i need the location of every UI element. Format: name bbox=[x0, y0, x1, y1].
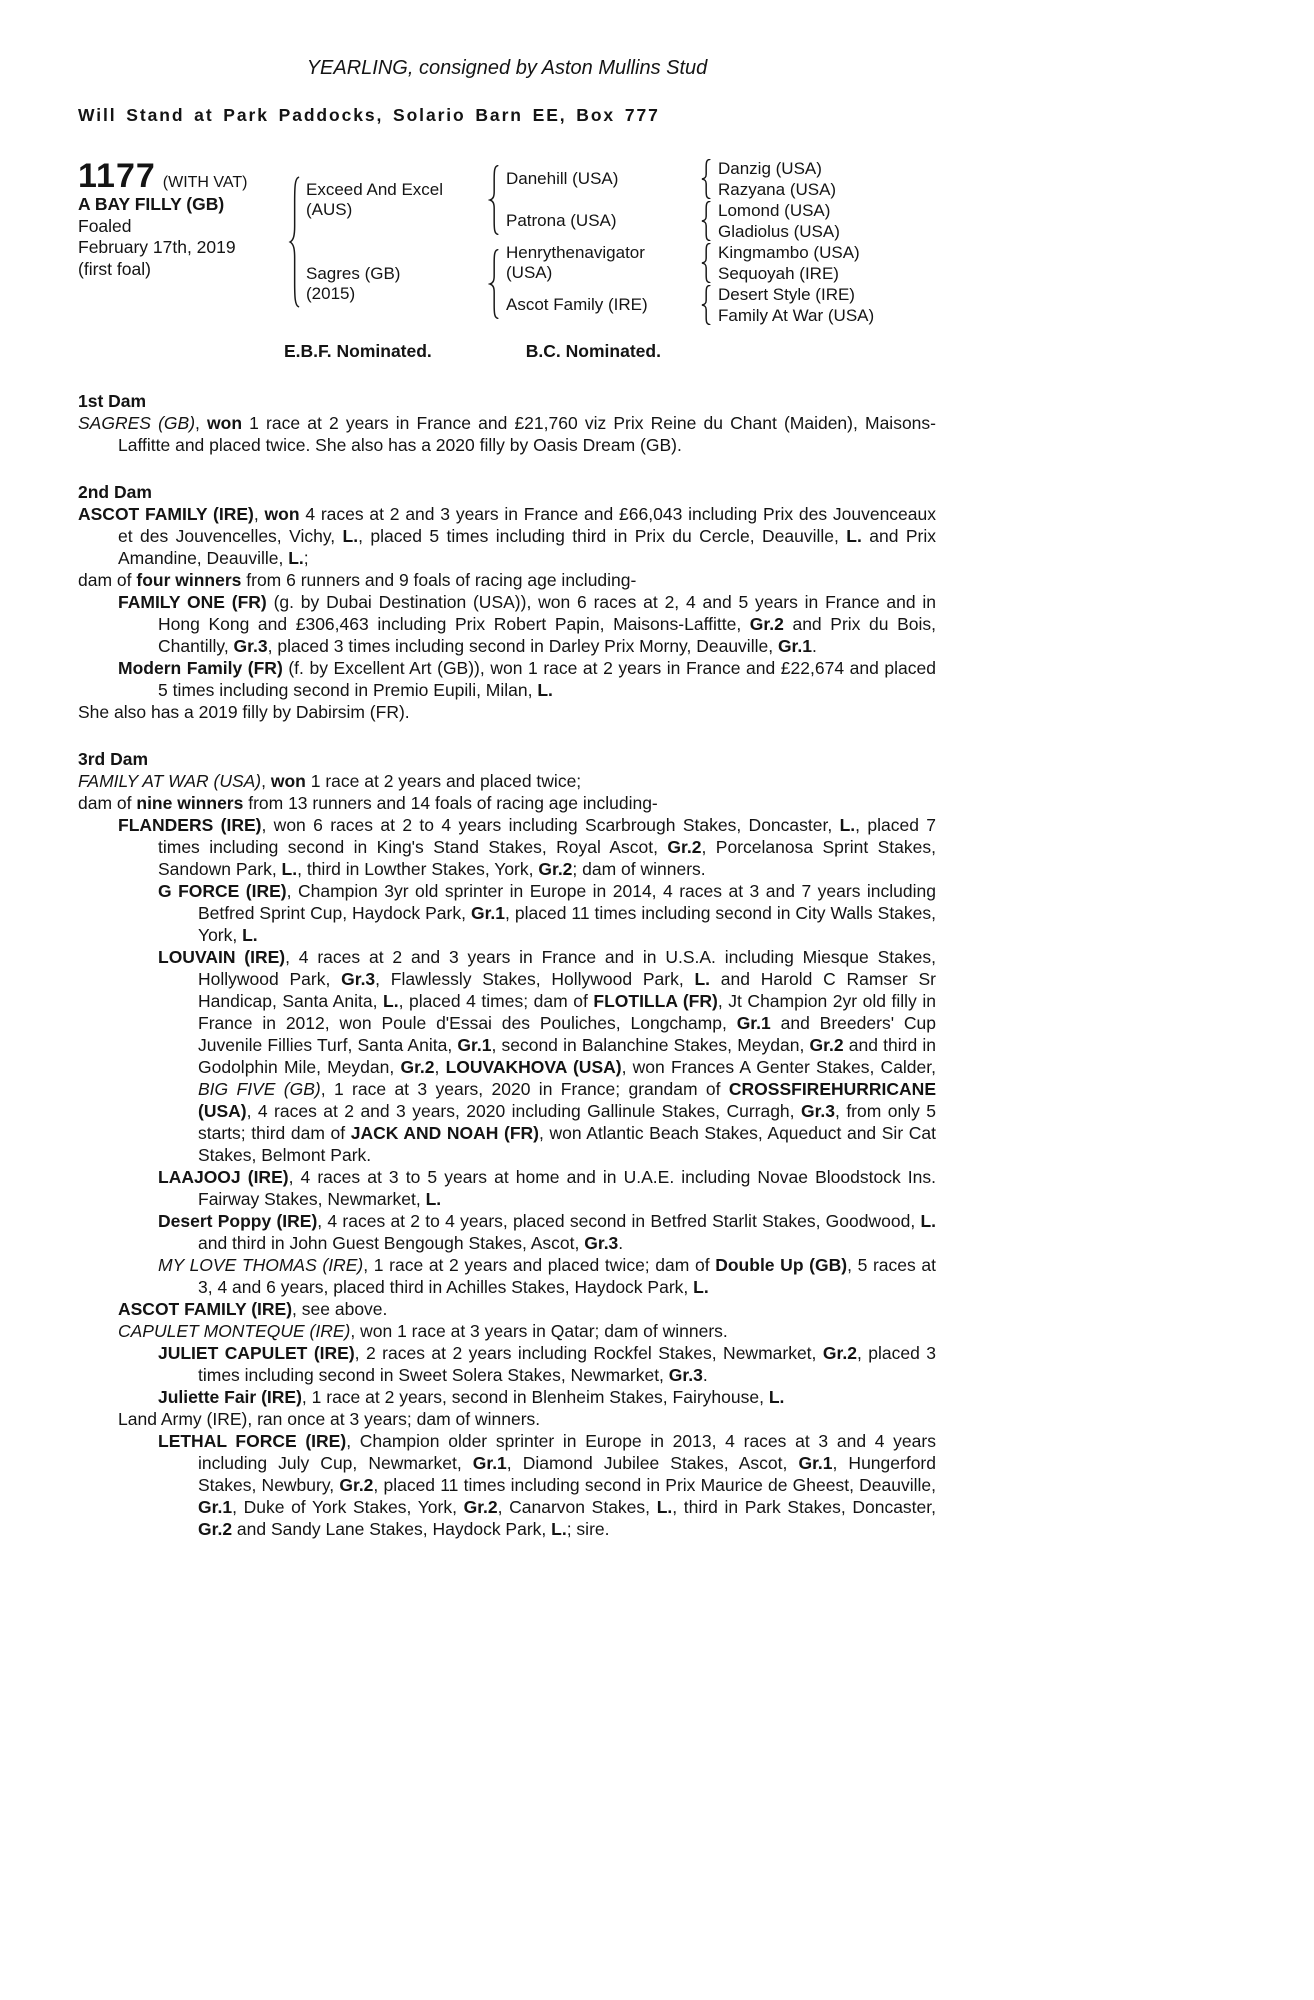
pedigree-brace-main bbox=[284, 158, 306, 326]
text-segment: Double Up (GB) bbox=[715, 1255, 848, 1275]
nomination-ebf: E.B.F. Nominated. bbox=[284, 341, 432, 361]
text-segment: , 2 races at 2 years including Rockfel Stakes, Newmarket, bbox=[354, 1343, 823, 1363]
text-segment: , Flawlessly Stakes, Hollywood Park, bbox=[375, 969, 695, 989]
text-segment: Gr.1 bbox=[472, 1453, 507, 1473]
nomination-bc: B.C. Nominated. bbox=[525, 341, 661, 361]
pedigree-grid bbox=[306, 158, 918, 326]
nominations-line bbox=[78, 340, 936, 362]
text-segment: L. bbox=[693, 1277, 709, 1297]
lot-vat-note: (WITH VAT) bbox=[162, 174, 248, 191]
text-segment: , third in Park Stakes, Doncaster, bbox=[672, 1497, 936, 1517]
pedigree-paragraph bbox=[78, 657, 936, 701]
text-segment: and Prix Amandine, Deauville, bbox=[118, 526, 936, 568]
text-segment: , Champion 3yr old sprinter in Europe in 2014, 4 races at 3 and 7 years including Betfred Sprint Cup, Haydock Park, bbox=[198, 881, 936, 923]
text-segment: Gr.1 bbox=[457, 1035, 492, 1055]
gen3-name-sire-dam: Patrona (USA) bbox=[506, 211, 617, 230]
text-segment: L. bbox=[342, 526, 359, 546]
text-segment: She also has a 2019 filly by Dabirsim (FR). bbox=[78, 702, 410, 722]
gen4-name: Danzig (USA) bbox=[718, 158, 822, 178]
text-segment: from 6 runners and 9 foals of racing age including- bbox=[241, 570, 637, 590]
text-segment: , placed 7 times including second in King's Stand Stakes, Royal Ascot, bbox=[158, 815, 937, 857]
text-segment: ASCOT FAMILY (IRE) bbox=[78, 504, 254, 524]
dam-sections bbox=[78, 390, 936, 1540]
text-segment: Gr.2 bbox=[822, 1343, 857, 1363]
section-heading: 3rd Dam bbox=[78, 749, 149, 769]
text-segment: L. bbox=[537, 680, 553, 700]
text-segment: , placed 5 times including third in Prix du Cercle, Deauville, bbox=[358, 526, 847, 546]
lot-number: 1177 bbox=[78, 157, 156, 195]
pedigree-paragraph bbox=[78, 946, 936, 1166]
text-segment: , Diamond Jubilee Stakes, Ascot, bbox=[506, 1453, 799, 1473]
section-heading: 2nd Dam bbox=[78, 482, 152, 502]
pedigree-paragraph bbox=[78, 1298, 936, 1320]
pedigree-brace-dam bbox=[482, 242, 506, 326]
text-segment: , placed 11 times including second in Prix Maurice de Gheest, Deauville, bbox=[373, 1475, 936, 1495]
pedigree-paragraph bbox=[78, 591, 936, 657]
dam-section bbox=[78, 390, 936, 456]
text-segment: , Hungerford Stakes, Newbury, bbox=[198, 1453, 936, 1495]
lot-foaled-label: Foaled bbox=[78, 215, 132, 236]
text-segment: , won Frances A Genter Stakes, Calder, bbox=[621, 1057, 937, 1077]
text-segment: , 1 race at 2 years, second in Blenheim Stakes, Fairyhouse, bbox=[301, 1387, 769, 1407]
dam-name: Sagres (GB) (2015) bbox=[306, 264, 401, 303]
pedigree-paragraph bbox=[78, 1342, 936, 1386]
pedigree-paragraph bbox=[78, 701, 936, 723]
text-segment: L. bbox=[281, 859, 298, 879]
text-segment: (g. by Dubai Destination (USA)), won 6 races at 2, 4 and 5 years in France and in Hong Kong and £306,463 including Prix Robert Papin, Maisons-Laffitte, bbox=[158, 592, 936, 634]
pedigree-paragraph bbox=[78, 792, 936, 814]
gen4-name: Gladiolus (USA) bbox=[718, 221, 840, 241]
text-segment: Gr.3 bbox=[800, 1101, 836, 1121]
pedigree-paragraph bbox=[78, 1386, 936, 1408]
text-segment: , Canarvon Stakes, bbox=[497, 1497, 657, 1517]
text-segment: Land Army (IRE), ran once at 3 years; dam of winners. bbox=[118, 1409, 541, 1429]
text-segment: . bbox=[812, 636, 817, 656]
pedigree-paragraph bbox=[78, 880, 936, 946]
gen4-name: Razyana (USA) bbox=[718, 179, 837, 199]
text-segment: , placed 3 times including second in Darley Prix Morny, Deauville, bbox=[267, 636, 778, 656]
text-segment: Gr.1 bbox=[736, 1013, 771, 1033]
pedigree-paragraph bbox=[78, 1408, 936, 1430]
text-segment: Juliette Fair (IRE) bbox=[158, 1387, 302, 1407]
pedigree-paragraph bbox=[78, 412, 936, 456]
text-segment: CROSSFIREHURRICANE (USA) bbox=[198, 1079, 936, 1121]
text-segment: LAAJOOJ (IRE) bbox=[158, 1167, 289, 1187]
text-segment: , placed 3 times including second in Sweet Solera Stakes, Newmarket, bbox=[198, 1343, 937, 1385]
text-segment: Gr.2 bbox=[339, 1475, 374, 1495]
pedigree-paragraph bbox=[78, 1320, 936, 1342]
text-segment: Gr.3 bbox=[233, 636, 268, 656]
sire-name: Exceed And Excel (AUS) bbox=[306, 180, 444, 219]
lot-details bbox=[78, 158, 284, 326]
text-segment: , 4 races at 2 and 3 years, 2020 including Gallinule Stakes, Curragh, bbox=[246, 1101, 801, 1121]
text-segment: won bbox=[207, 413, 243, 433]
pedigree-brace-g4-1 bbox=[694, 158, 718, 200]
text-segment: Gr.2 bbox=[463, 1497, 498, 1517]
text-segment: , won Atlantic Beach Stakes, Aqueduct and Sir Cat Stakes, Belmont Park. bbox=[198, 1123, 936, 1165]
text-segment: L. bbox=[242, 925, 258, 945]
text-segment: Gr.2 bbox=[809, 1035, 844, 1055]
text-segment: LOUVAIN (IRE) bbox=[158, 947, 286, 967]
pedigree-paragraph bbox=[78, 1166, 936, 1210]
text-segment: FAMILY AT WAR (USA) bbox=[78, 771, 262, 791]
text-segment: L. bbox=[383, 991, 399, 1011]
text-segment: Modern Family (FR) bbox=[118, 658, 283, 678]
text-segment: Gr.3 bbox=[341, 969, 376, 989]
text-segment: Gr.2 bbox=[538, 859, 573, 879]
text-segment: Gr.3 bbox=[584, 1233, 619, 1253]
text-segment: , won 1 race at 3 years in Qatar; dam of winners. bbox=[350, 1321, 728, 1341]
text-segment: . bbox=[702, 1365, 708, 1385]
pedigree-paragraph bbox=[78, 1430, 936, 1540]
text-segment: , placed 4 times; dam of bbox=[398, 991, 594, 1011]
gen3-name-dam-sire: Henrythenavigator (USA) bbox=[506, 243, 645, 282]
gen3-name-sire-sire: Danehill (USA) bbox=[506, 169, 619, 188]
section-heading: 1st Dam bbox=[78, 391, 147, 411]
text-segment: LETHAL FORCE (IRE) bbox=[158, 1431, 347, 1451]
text-segment: Gr.1 bbox=[798, 1453, 833, 1473]
text-segment: , Champion older sprinter in Europe in 2013, 4 races at 3 and 4 years including July Cup, Newmarket, bbox=[198, 1431, 936, 1473]
text-segment: , third in Lowther Stakes, York, bbox=[297, 859, 539, 879]
text-segment: Gr.1 bbox=[198, 1497, 233, 1517]
pedigree-paragraph bbox=[78, 814, 936, 880]
gen4-name: Sequoyah (IRE) bbox=[718, 263, 839, 283]
text-segment: SAGRES (GB) bbox=[78, 413, 196, 433]
dam-section bbox=[78, 481, 936, 723]
text-segment: ; sire. bbox=[566, 1519, 610, 1539]
text-segment: , 1 race at 3 years, 2020 in France; grandam of bbox=[320, 1079, 729, 1099]
text-segment: dam of bbox=[78, 793, 137, 813]
text-segment: L. bbox=[920, 1211, 937, 1231]
text-segment: MY LOVE THOMAS (IRE) bbox=[158, 1255, 364, 1275]
text-segment: , 4 races at 2 to 4 years, placed second in Betfred Starlit Stakes, Goodwood, bbox=[317, 1211, 921, 1231]
text-segment: L. bbox=[656, 1497, 673, 1517]
text-segment: BIG FIVE (GB) bbox=[198, 1079, 321, 1099]
text-segment: and Sandy Lane Stakes, Haydock Park, bbox=[232, 1519, 552, 1539]
consignor-line: YEARLING, consigned by Aston Mullins Stud bbox=[306, 57, 708, 79]
page-content bbox=[78, 56, 936, 1540]
text-segment: 1 race at 2 years in France and £21,760 viz Prix Reine du Chant (Maiden), Maisons-Laffitte and placed twice. She also has a 2020 filly by Oasis Dream (GB). bbox=[118, 413, 936, 455]
text-segment: L. bbox=[425, 1189, 442, 1209]
text-segment: four winners bbox=[136, 570, 242, 590]
text-segment: FAMILY ONE (FR) bbox=[118, 592, 267, 612]
text-segment: G FORCE (IRE) bbox=[158, 881, 287, 901]
text-segment: , 4 races at 2 and 3 years in France and in U.S.A. including Miesque Stakes, Hollywood Park, bbox=[198, 947, 936, 989]
text-segment: Gr.3 bbox=[668, 1365, 703, 1385]
pedigree-brace-g4-2 bbox=[694, 200, 718, 242]
text-segment: , bbox=[253, 504, 265, 524]
text-segment: FLANDERS (IRE) bbox=[118, 815, 262, 835]
text-segment: L. bbox=[288, 548, 304, 568]
text-segment: , won 6 races at 2 to 4 years including Scarbrough Stakes, Doncaster, bbox=[261, 815, 840, 835]
stand-location-line: Will Stand at Park Paddocks, Solario Barn EE, Box 777 bbox=[78, 105, 660, 125]
text-segment: and Prix du Bois, Chantilly, bbox=[158, 614, 936, 656]
gen4-name: Kingmambo (USA) bbox=[718, 242, 860, 262]
text-segment: 1 race at 2 years and placed twice; bbox=[305, 771, 582, 791]
text-segment: L. bbox=[768, 1387, 785, 1407]
text-segment: nine winners bbox=[136, 793, 244, 813]
text-segment: and Breeders' Cup Juvenile Fillies Turf, Santa Anita, bbox=[198, 1013, 936, 1055]
text-segment: won bbox=[270, 771, 306, 791]
gen4-name: Desert Style (IRE) bbox=[718, 284, 855, 304]
text-segment: , bbox=[261, 771, 271, 791]
pedigree-brace-g4-3 bbox=[694, 242, 718, 284]
dam-section bbox=[78, 748, 936, 1540]
pedigree-paragraph bbox=[78, 1254, 936, 1298]
text-segment: and Harold C Ramser Sr Handicap, Santa Anita, bbox=[198, 969, 936, 1011]
text-segment: (f. by Excellent Art (GB)), won 1 race at 2 years in France and £22,674 and placed 5 times including second in Premio Eupili, Milan, bbox=[158, 658, 936, 700]
lot-foaled-date: February 17th, 2019 bbox=[78, 237, 236, 257]
text-segment: JACK AND NOAH (FR) bbox=[350, 1123, 539, 1143]
text-segment: . bbox=[618, 1233, 624, 1253]
gen4-name: Family At War (USA) bbox=[718, 305, 875, 325]
text-segment: L. bbox=[551, 1519, 567, 1539]
text-segment: , Porcelanosa Sprint Stakes, Sandown Park, bbox=[158, 837, 936, 879]
text-segment: ASCOT FAMILY (IRE) bbox=[118, 1299, 293, 1319]
text-segment: Gr.2 bbox=[400, 1057, 435, 1077]
text-segment: Desert Poppy (IRE) bbox=[158, 1211, 318, 1231]
text-segment: 4 races at 2 and 3 years in France and £66,043 including Prix des Jouvenceaux et des Jouvencelles, Vichy, bbox=[118, 504, 936, 546]
text-segment: , Duke of York Stakes, York, bbox=[232, 1497, 464, 1517]
text-segment: , see above. bbox=[292, 1299, 388, 1319]
lot-colour-sex: A BAY FILLY (GB) bbox=[78, 194, 225, 214]
gen3-name-dam-dam: Ascot Family (IRE) bbox=[506, 295, 648, 314]
text-segment: , 5 races at 3, 4 and 6 years, placed third in Achilles Stakes, Haydock Park, bbox=[198, 1255, 936, 1297]
text-segment: L. bbox=[846, 526, 862, 546]
text-segment: dam of bbox=[78, 570, 137, 590]
text-segment: , second in Balanchine Stakes, Meydan, bbox=[491, 1035, 810, 1055]
text-segment: L. bbox=[694, 969, 711, 989]
pedigree-brace-g4-4 bbox=[694, 284, 718, 326]
text-segment: L. bbox=[839, 815, 856, 835]
text-segment: ; dam of winners. bbox=[572, 859, 706, 879]
text-segment: LOUVAKHOVA (USA) bbox=[445, 1057, 622, 1077]
text-segment: , bbox=[434, 1057, 446, 1077]
text-segment: ; bbox=[303, 548, 309, 568]
gen4-name: Lomond (USA) bbox=[718, 200, 831, 220]
text-segment: won bbox=[264, 504, 300, 524]
text-segment: JULIET CAPULET (IRE) bbox=[158, 1343, 355, 1363]
text-segment: , placed 11 times including second in City Walls Stakes, York, bbox=[198, 903, 937, 945]
lot-foal-note: (first foal) bbox=[78, 258, 151, 279]
text-segment: Gr.1 bbox=[470, 903, 506, 923]
text-segment: Gr.2 bbox=[198, 1519, 233, 1539]
text-segment: , 4 races at 3 to 5 years at home and in U.A.E. including Novae Bloodstock Ins. Fairway Stakes, Newmarket, bbox=[198, 1167, 936, 1209]
text-segment: FLOTILLA (FR) bbox=[593, 991, 718, 1011]
pedigree-paragraph bbox=[78, 770, 936, 792]
text-segment: , bbox=[195, 413, 208, 433]
text-segment: Gr.2 bbox=[749, 614, 784, 634]
text-segment: Gr.1 bbox=[777, 636, 812, 656]
pedigree-brace-sire bbox=[482, 158, 506, 242]
text-segment: , 1 race at 2 years and placed twice; dam of bbox=[363, 1255, 716, 1275]
text-segment: CAPULET MONTEQUE (IRE) bbox=[118, 1321, 351, 1341]
text-segment: from 13 runners and 14 foals of racing age including- bbox=[243, 793, 658, 813]
text-segment: , from only 5 starts; third dam of bbox=[198, 1101, 936, 1143]
pedigree-paragraph bbox=[78, 503, 936, 569]
text-segment: Gr.2 bbox=[667, 837, 702, 857]
text-segment: and third in John Guest Bengough Stakes, Ascot, bbox=[198, 1233, 585, 1253]
text-segment: , Jt Champion 2yr old filly in France in 2012, won Poule d'Essai des Pouliches, Longchamp, bbox=[198, 991, 936, 1033]
text-segment: and third in Godolphin Mile, Meydan, bbox=[198, 1035, 936, 1077]
pedigree-paragraph bbox=[78, 1210, 936, 1254]
pedigree-table bbox=[78, 158, 936, 326]
pedigree-paragraph bbox=[78, 569, 936, 591]
